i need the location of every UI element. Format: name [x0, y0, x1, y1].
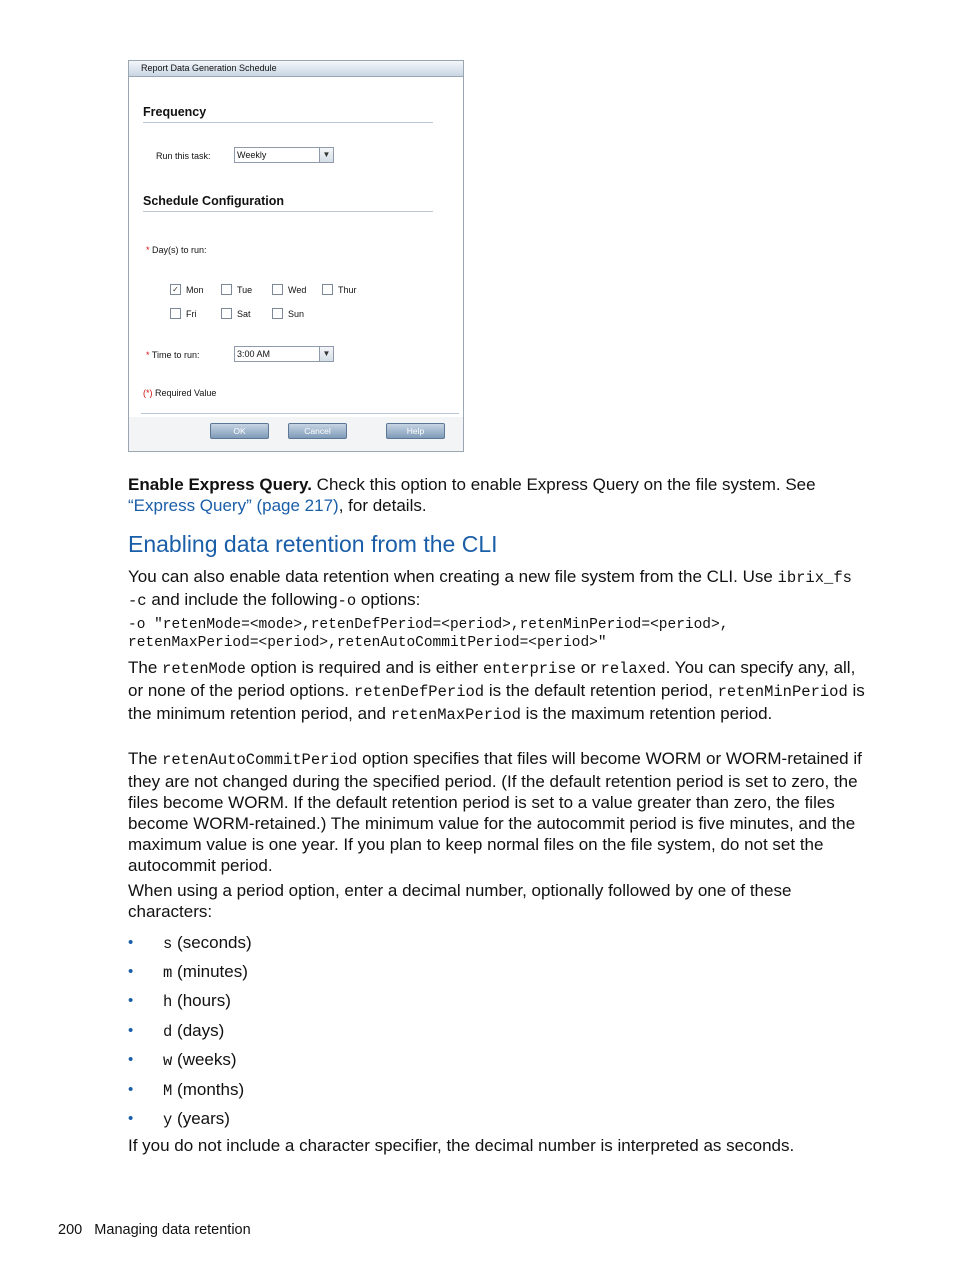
help-button[interactable]: Help — [386, 423, 445, 439]
text: options: — [356, 590, 421, 609]
code: retenMinPeriod — [717, 683, 848, 701]
final-paragraph: If you do not include a character specifier, the decimal number is interpreted as seconds. — [128, 1136, 795, 1155]
bullet-icon: • — [128, 1081, 134, 1098]
autocommit-paragraph — [128, 748, 868, 876]
code: retenMaxPeriod — [390, 706, 521, 724]
footer-section: Managing data retention — [94, 1222, 251, 1238]
required-asterisk: * — [146, 245, 150, 255]
required-note-text: Required Value — [152, 388, 217, 398]
text: (weeks) — [172, 1050, 237, 1069]
day-checkbox-mon[interactable] — [170, 284, 204, 295]
required-asterisk: * — [146, 350, 150, 360]
day-checkbox-sat[interactable] — [221, 308, 251, 319]
bullet-icon: • — [128, 1022, 134, 1039]
intro-paragraph — [128, 566, 868, 612]
bullet-icon: • — [128, 963, 134, 980]
chevron-down-icon[interactable]: ▼ — [319, 148, 333, 162]
day-label: Thur — [338, 284, 357, 295]
code: h — [163, 993, 173, 1011]
text: is the minimum retention period, and — [128, 681, 865, 723]
express-end: , for details. — [338, 496, 427, 515]
run-task-value: Weekly — [237, 150, 267, 160]
text: option is required and is either — [245, 658, 483, 677]
day-checkbox-tue[interactable] — [221, 284, 252, 295]
express-bold: Enable Express Query. — [128, 475, 312, 494]
bullet-icon: • — [128, 1110, 134, 1127]
day-label: Wed — [288, 284, 307, 295]
run-task-label: Run this task: — [156, 151, 211, 161]
day-label: Fri — [186, 308, 197, 319]
text: (days) — [172, 1021, 225, 1040]
schedule-config-heading: Schedule Configuration — [143, 194, 433, 212]
code: enterprise — [482, 660, 576, 678]
checkbox-icon[interactable] — [221, 284, 232, 295]
code: m — [163, 964, 173, 982]
checkbox-icon[interactable] — [170, 308, 181, 319]
text: (years) — [172, 1109, 230, 1128]
days-label — [146, 245, 207, 255]
text: or — [575, 658, 601, 677]
checkbox-icon[interactable] — [322, 284, 333, 295]
code: -o — [337, 592, 357, 610]
text: The — [128, 658, 163, 677]
divider — [141, 413, 459, 414]
code: d — [163, 1023, 173, 1041]
code: relaxed — [600, 660, 666, 678]
code: retenMode — [162, 660, 246, 678]
chevron-down-icon[interactable]: ▼ — [319, 347, 333, 361]
text: is the default retention period, — [484, 681, 718, 700]
text: The — [128, 749, 163, 768]
page-number: 200 — [58, 1222, 83, 1238]
day-label: Sun — [288, 308, 305, 319]
schedule-dialog — [128, 60, 464, 452]
cancel-button[interactable]: Cancel — [288, 423, 347, 439]
text: (months) — [172, 1080, 245, 1099]
text: (minutes) — [172, 962, 248, 981]
dialog-title: Report Data Generation Schedule — [129, 61, 463, 77]
section-heading: Enabling data retention from the CLI — [128, 531, 498, 557]
checkbox-checked-icon[interactable]: ✓ — [170, 284, 181, 295]
bullet-icon: • — [128, 1051, 134, 1068]
time-value: 3:00 AM — [237, 349, 271, 359]
day-checkbox-thur[interactable] — [322, 284, 357, 295]
period-paragraph: When using a period option, enter a decimal number, optionally followed by one of these characters: — [128, 881, 792, 921]
frequency-heading: Frequency — [143, 105, 433, 123]
run-task-select[interactable] — [234, 147, 334, 163]
day-label: Sat — [237, 308, 251, 319]
express-text: Check this option to enable Express Query on the file system. See — [311, 475, 816, 494]
code: retenDefPeriod — [353, 683, 485, 701]
day-checkbox-fri[interactable] — [170, 308, 197, 319]
day-checkbox-sun[interactable] — [272, 308, 304, 319]
express-query-paragraph — [128, 474, 868, 516]
text: You can also enable data retention when creating a new file system from the CLI. Use — [128, 567, 778, 586]
code: s — [163, 935, 173, 953]
days-label-text: Day(s) to run: — [152, 245, 207, 255]
code: retenAutoCommitPeriod — [162, 751, 358, 769]
text: is the maximum retention period. — [520, 704, 773, 723]
time-label-text: Time to run: — [151, 350, 200, 360]
text: option specifies that files will become WORM or WORM-retained if they are not changed during the specified period. (If the default retention period is set to zero, the files become WORM. If the default retention period is set to a value greater than zero, the files become WORM-retained.) The minimum value for the autocommit period is five minutes, and the maximum value is one year. If you plan to keep normal files on the file system, do not set the autocommit period. — [128, 749, 862, 875]
text: (seconds) — [172, 933, 252, 952]
code: ibrix_fs -c — [128, 569, 852, 610]
bullet-icon: • — [128, 992, 134, 1009]
day-label: Tue — [237, 284, 253, 295]
checkbox-icon[interactable] — [221, 308, 232, 319]
required-note — [143, 388, 216, 398]
code-block — [128, 616, 728, 652]
text: . You can specify any, all, or none of the period options. — [128, 658, 856, 700]
required-note-marker: (*) — [143, 388, 153, 398]
text: (hours) — [172, 991, 231, 1010]
code: M — [163, 1082, 173, 1100]
ok-button[interactable]: OK — [210, 423, 269, 439]
express-query-link[interactable]: “Express Query” (page 217) — [128, 496, 339, 515]
text: and include the following — [146, 590, 338, 609]
page-footer — [58, 1222, 251, 1238]
code-line: -o "retenMode=<mode>,retenDefPeriod=<period>,retenMinPeriod=<period>, — [128, 617, 729, 633]
code: y — [163, 1111, 173, 1129]
checkbox-icon[interactable] — [272, 308, 283, 319]
reten-mode-paragraph — [128, 657, 868, 726]
code-line: retenMaxPeriod=<period>,retenAutoCommitPeriod=<period>" — [128, 635, 607, 651]
time-label — [146, 350, 200, 360]
checkbox-icon[interactable] — [272, 284, 283, 295]
day-checkbox-wed[interactable] — [272, 284, 306, 295]
time-select[interactable] — [234, 346, 334, 362]
day-label: Mon — [186, 284, 204, 295]
bullet-icon: • — [128, 934, 134, 951]
code: w — [163, 1052, 173, 1070]
